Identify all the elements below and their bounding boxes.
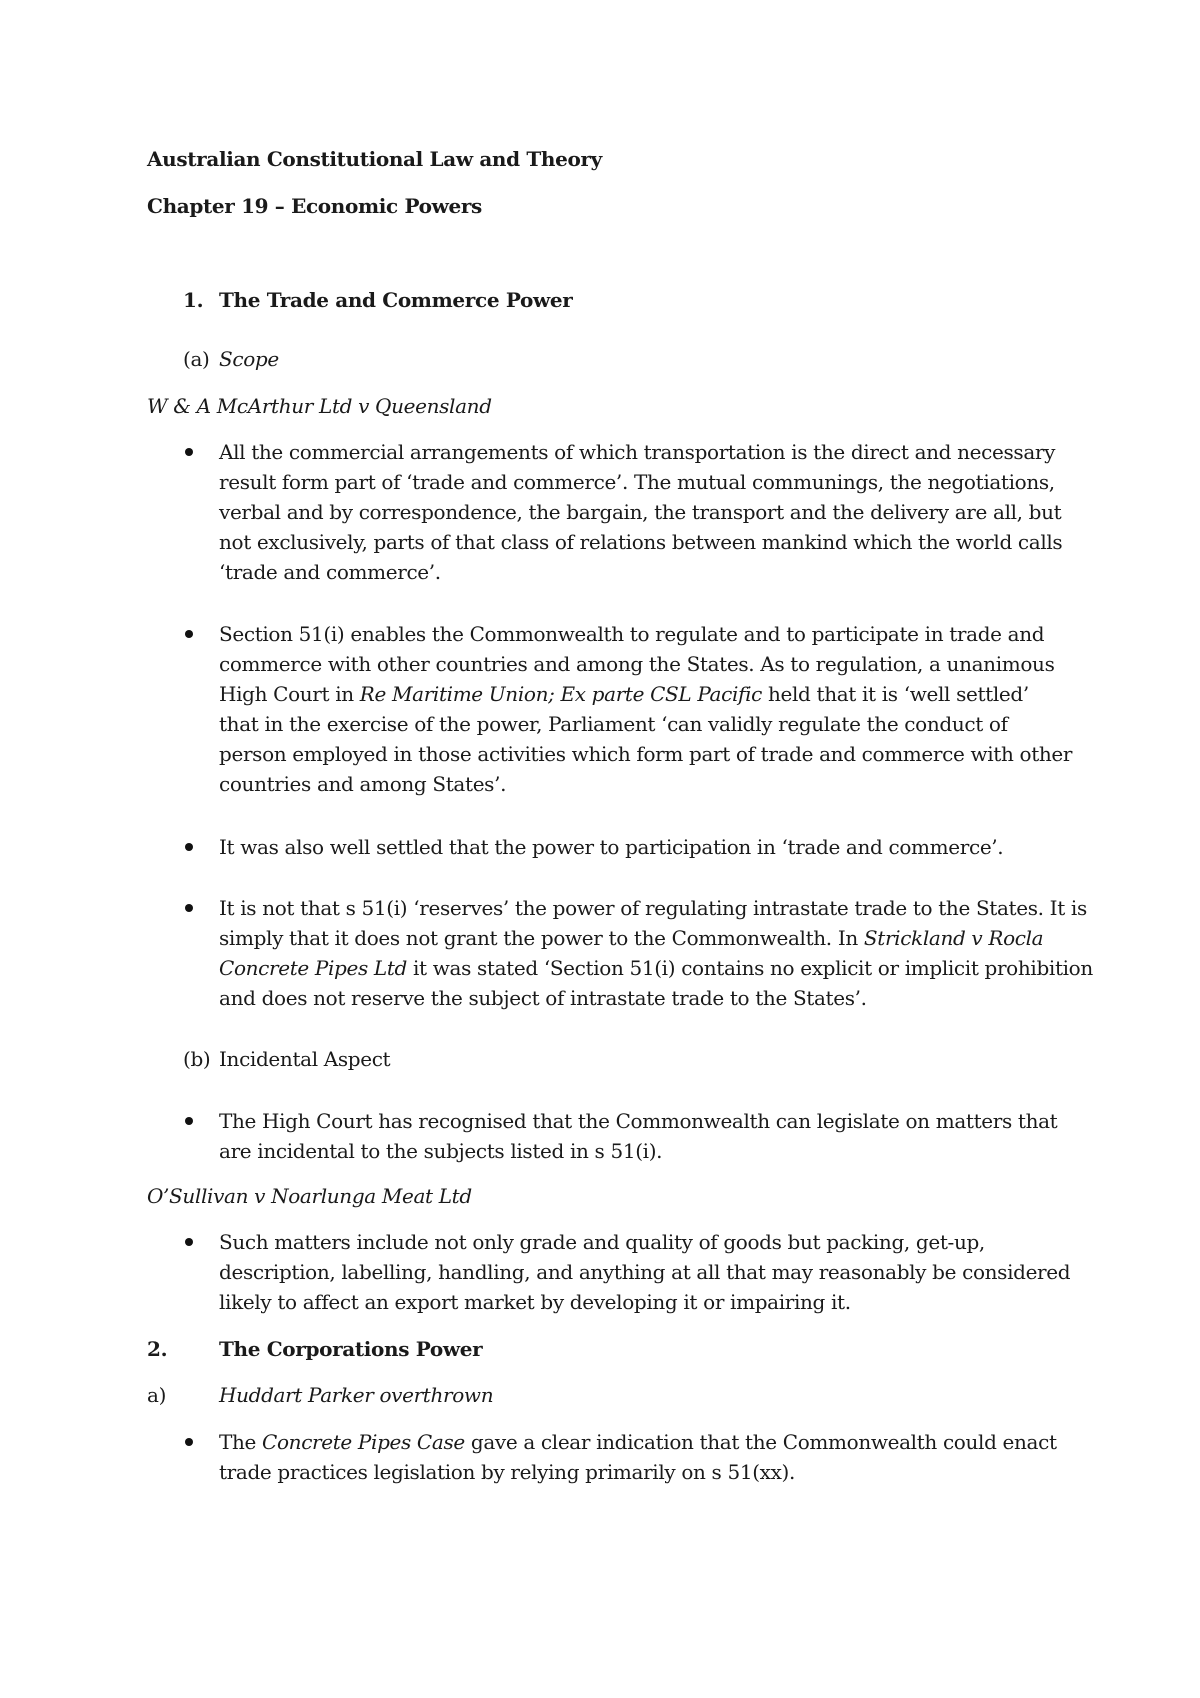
bullet-paragraph-5: The High Court has recognised that the Commonwealth can legislate on matters that are incidental to the subjects listed in s 51(i). — [219, 1109, 1058, 1163]
bullet-paragraph-3: It was also well settled that the power to participation in ‘trade and commerce’. — [219, 835, 1004, 859]
case-name-mcarthur: W & A McArthur Ltd v Queensland — [147, 394, 492, 418]
case-name-maritime-union: Re Maritime Union; Ex parte CSL Pacific — [359, 682, 762, 706]
document-title: Australian Constitutional Law and Theory — [147, 147, 602, 171]
bullet-icon — [185, 843, 193, 851]
bullet-paragraph-6: Such matters include not only grade and quality of goods but packing, get-up, description, labelling, handling, and anything at all that may reasonably be considered likely to affect an export market by developing it or impairing it. — [219, 1230, 1071, 1314]
subsection-b-marker: (b) — [183, 1047, 211, 1071]
chapter-heading: Chapter 19 – Economic Powers — [147, 194, 482, 218]
section-1-number: 1. — [183, 288, 204, 312]
subsection-a-label: Scope — [219, 347, 279, 371]
section-2-heading: The Corporations Power — [219, 1337, 483, 1361]
subsection-a-marker: (a) — [183, 347, 210, 371]
bullet-paragraph-4: It is not that s 51(i) ‘reserves’ the power of regulating intrastate trade to the States. It is simply that it does not grant the power to the Commonwealth. In Strickland v Rocla Concrete Pipes Ltd it was stated ‘Section 51(i) contains no explicit or implicit prohibition and does not reserve the subject of intrastate trade to the States’. — [219, 896, 1093, 1010]
case-name-strickland: Strickland v Rocla Concrete Pipes Ltd — [219, 926, 1044, 980]
case-name-concrete-pipes: Concrete Pipes Case — [262, 1430, 465, 1454]
section-1-heading: The Trade and Commerce Power — [219, 288, 573, 312]
bullet-icon — [185, 904, 193, 912]
bullet-icon — [185, 1238, 193, 1246]
section-2-bullet-paragraph-1: The Concrete Pipes Case gave a clear indication that the Commonwealth could enact trade practices legislation by relying primarily on s 51(xx). — [219, 1430, 1057, 1484]
section-2-subsection-a-label: Huddart Parker overthrown — [219, 1383, 494, 1407]
case-name-osullivan: O’Sullivan v Noarlunga Meat Ltd — [147, 1184, 472, 1208]
subsection-b-label: Incidental Aspect — [219, 1047, 391, 1071]
bullet-icon — [185, 630, 193, 638]
section-2-number: 2. — [147, 1337, 168, 1361]
bullet-icon — [185, 1117, 193, 1125]
section-2-subsection-a-marker: a) — [147, 1383, 167, 1407]
bullet-icon — [185, 448, 193, 456]
bullet-paragraph-2: Section 51(i) enables the Commonwealth to regulate and to participate in trade and commerce with other countries and among the States. As to regulation, a unanimous High Court in Re Maritime Union; Ex parte CSL Pacific held that it is ‘well settled’ that in the exercise of the power, Parliament ‘can validly regulate the conduct of person employed in those activities which form part of trade and commerce with other countries and among States’. — [219, 622, 1073, 796]
bullet-icon — [185, 1438, 193, 1446]
bullet-paragraph-1: All the commercial arrangements of which transportation is the direct and necessary result form part of ‘trade and commerce’. The mutual communings, the negotiations, verbal and by correspondence, the bargain, the transport and the delivery are all, but not exclusively, parts of that class of relations between mankind which the world calls ‘trade and commerce’. — [219, 440, 1063, 584]
